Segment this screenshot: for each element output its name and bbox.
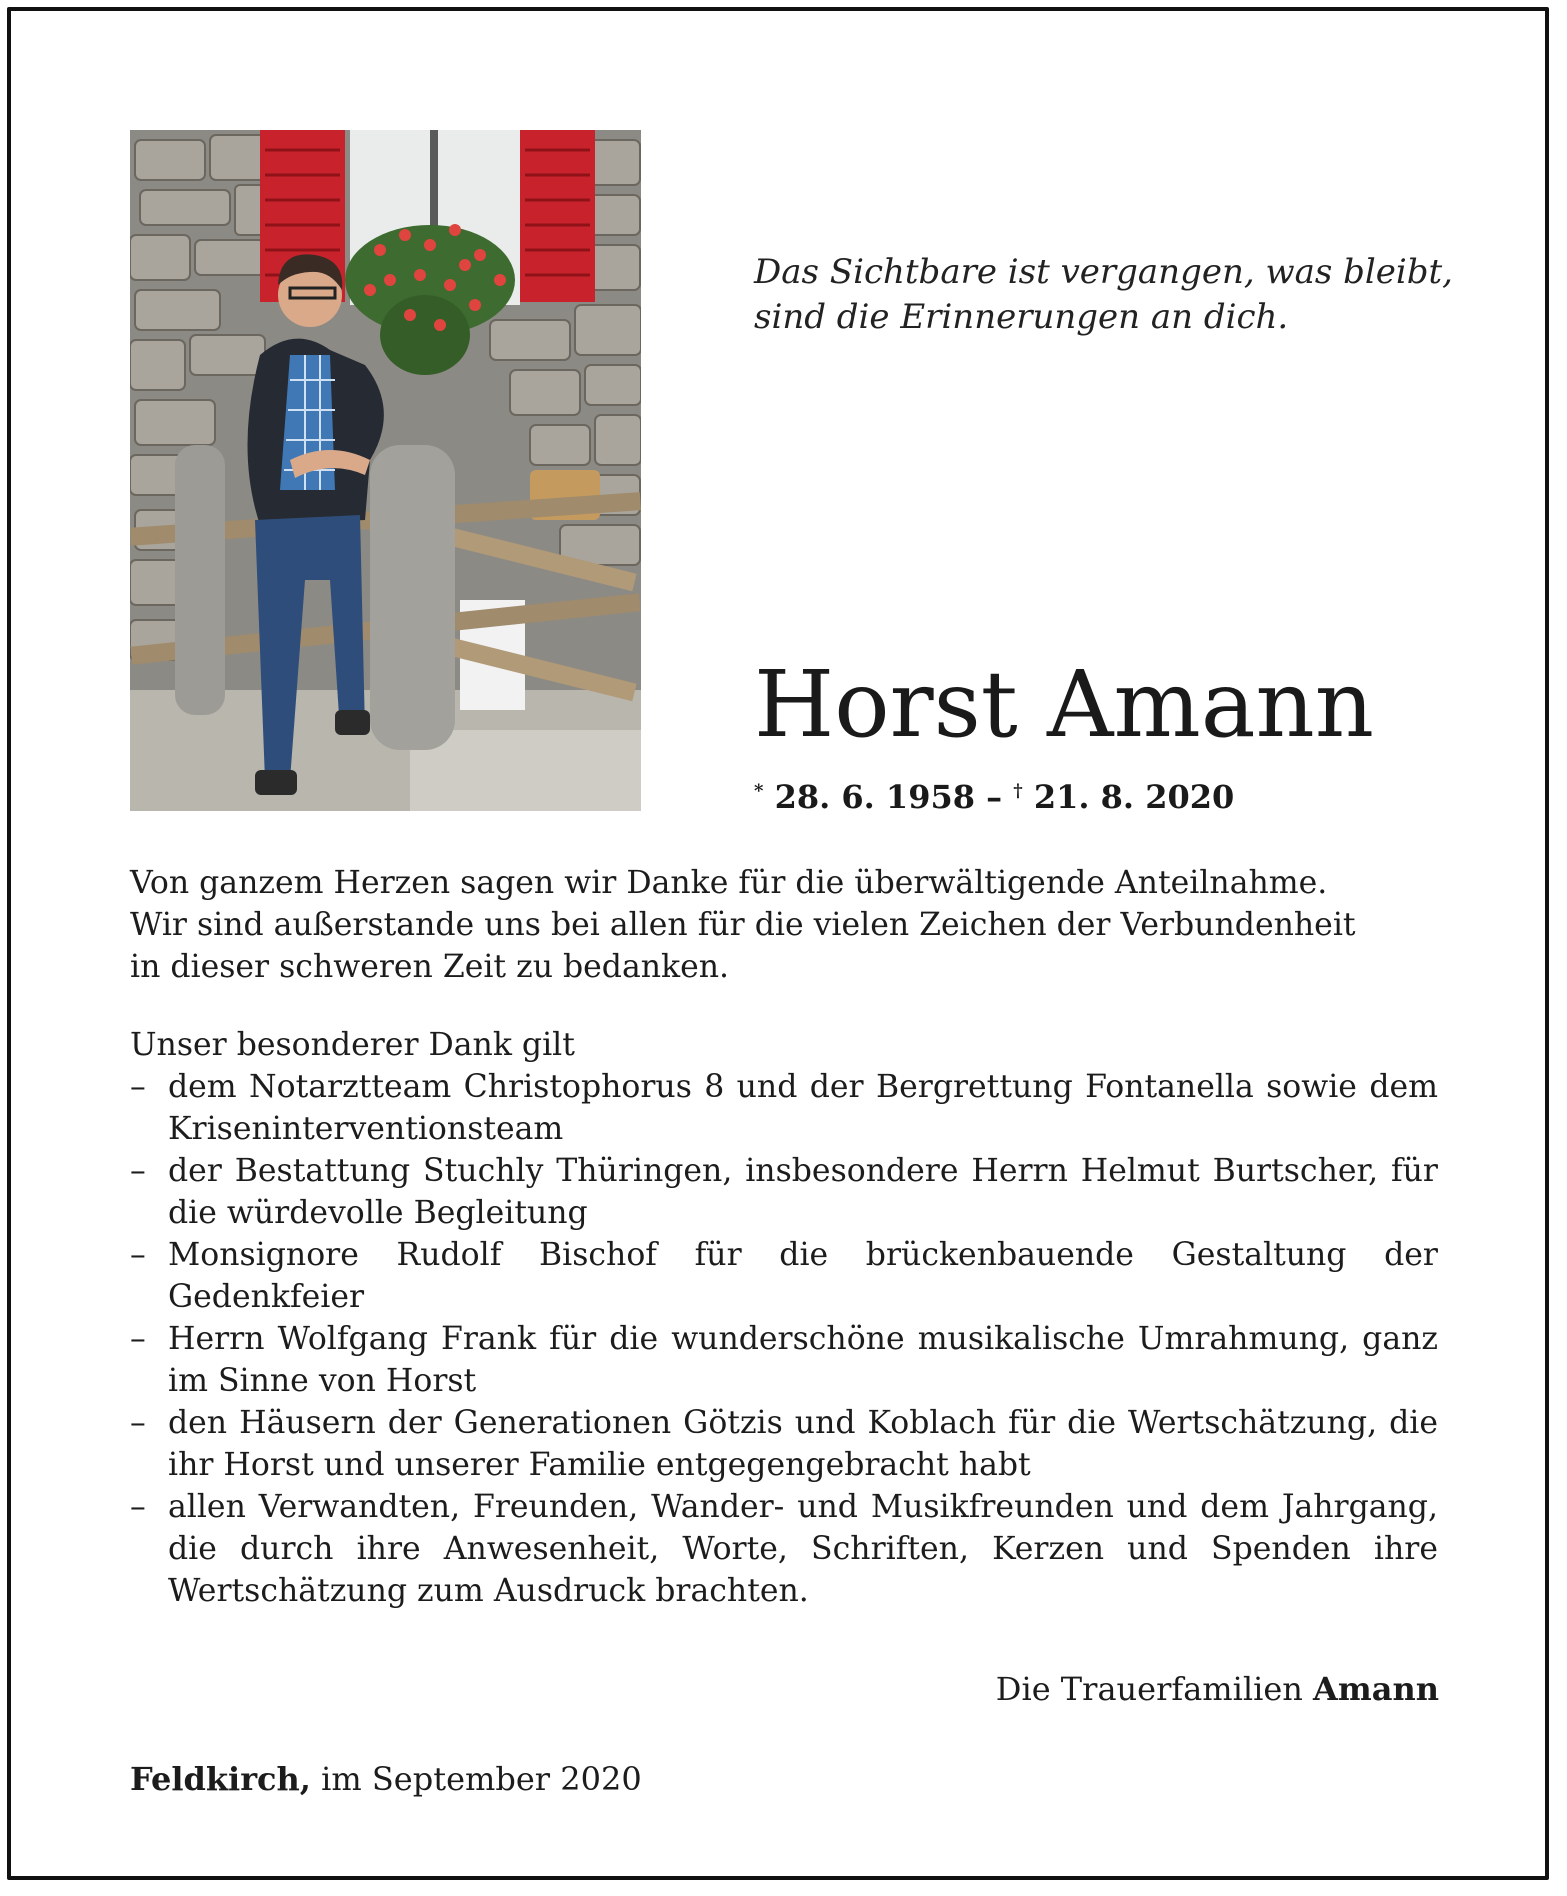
- motto-quote: [754, 250, 1454, 340]
- death-date: 21. 8. 2020: [1033, 778, 1235, 816]
- thanks-list: [130, 1066, 1438, 1612]
- thanks-item-text: Herrn Wolfgang Frank für die wunderschöne musikalische Umrahmung, ganz im Sinne von Horst: [168, 1321, 1438, 1399]
- intro-line-2: Wir sind außerstande uns bei allen für die vielen Zeichen der Verbundenheit: [130, 907, 1356, 943]
- bullet-dash: –: [130, 1237, 146, 1273]
- signature-prefix: Die Trauerfamilien: [995, 1670, 1303, 1708]
- bullet-dash: –: [130, 1069, 146, 1105]
- bullet-dash: –: [130, 1405, 146, 1441]
- thanks-item-text: allen Verwandten, Freunden, Wander- und Musikfreunden und dem Jahrgang, die durch ihre Anwesenheit, Worte, Schriften, Kerzen und Spenden ihre Wertschätzung zum Ausdruck brachten.: [168, 1489, 1438, 1609]
- thanks-item: [130, 1486, 1438, 1612]
- birth-date: 28. 6. 1958: [774, 778, 975, 816]
- bullet-dash: –: [130, 1153, 146, 1189]
- place-city: Feldkirch,: [130, 1760, 311, 1798]
- thanks-item: [130, 1402, 1438, 1486]
- thanks-item-text: Monsignore Rudolf Bischof für die brückenbauende Gestaltung der Gedenkfeier: [168, 1237, 1438, 1315]
- thanks-item-text: der Bestattung Stuchly Thüringen, insbesondere Herrn Helmut Burtscher, für die würdevolle Begleitung: [168, 1153, 1438, 1231]
- life-dates: [754, 778, 1234, 816]
- place-date: im September 2020: [321, 1760, 642, 1798]
- motto-line-1: Das Sichtbare ist vergangen, was bleibt,: [754, 252, 1453, 292]
- death-symbol: †: [1013, 780, 1023, 802]
- paragraph-spacer: [130, 988, 1438, 1024]
- thanks-heading: Unser besonderer Dank gilt: [130, 1027, 575, 1063]
- thanks-item-text: den Häusern der Generationen Götzis und Koblach für die Wertschätzung, die ihr Horst und unserer Familie entgegengebracht habt: [168, 1405, 1438, 1483]
- deceased-name: Horst Amann: [754, 651, 1375, 758]
- thanks-item: [130, 1066, 1438, 1150]
- thanks-text: [130, 862, 1438, 1612]
- date-separator: –: [986, 778, 1003, 816]
- portrait-photo: [130, 130, 641, 811]
- family-signature: [996, 1670, 1439, 1708]
- thanks-item-text: dem Notarztteam Christophorus 8 und der Bergrettung Fontanella sowie dem Kriseninterventionsteam: [168, 1069, 1438, 1147]
- thanks-item: [130, 1318, 1438, 1402]
- place-and-date: [130, 1760, 642, 1798]
- bullet-dash: –: [130, 1489, 146, 1525]
- signature-family: Amann: [1313, 1670, 1439, 1708]
- portrait-illustration: [130, 130, 641, 811]
- bullet-dash: –: [130, 1321, 146, 1357]
- intro-line-1: Von ganzem Herzen sagen wir Danke für die überwältigende Anteilnahme.: [130, 865, 1328, 901]
- motto-line-2: sind die Erinnerungen an dich.: [754, 297, 1289, 337]
- thanks-item: [130, 1234, 1438, 1318]
- birth-symbol: *: [754, 780, 764, 802]
- intro-line-3: in dieser schweren Zeit zu bedanken.: [130, 949, 730, 985]
- thanks-item: [130, 1150, 1438, 1234]
